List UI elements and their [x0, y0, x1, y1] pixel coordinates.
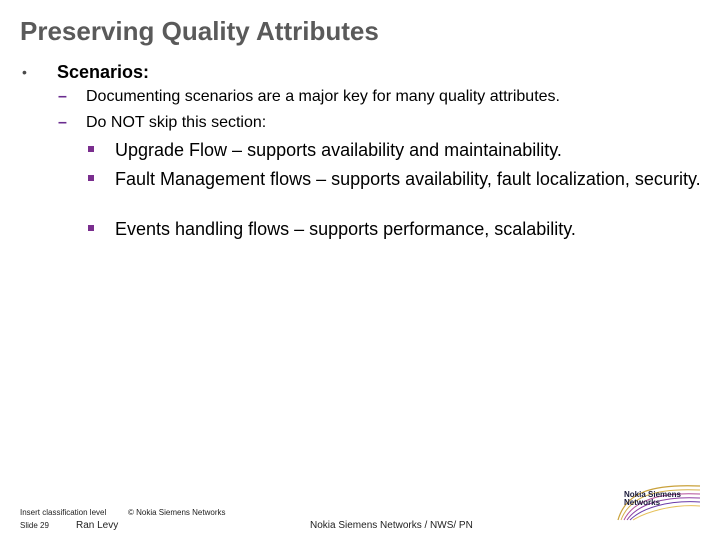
footer-author: Ran Levy	[76, 520, 119, 531]
footer-slide-number: Slide 29	[20, 521, 49, 530]
dash-marker: –	[58, 114, 67, 131]
sub-bullet-text: Do NOT skip this section:	[86, 114, 267, 131]
square-bullet-icon	[88, 146, 94, 152]
footer-center-text: Nokia Siemens Networks / NWS/ PN	[310, 520, 473, 531]
bullet-dot: •	[22, 64, 27, 80]
slide-title: Preserving Quality Attributes	[20, 16, 379, 46]
sub-bullet-text: Documenting scenarios are a major key for many quality attributes.	[86, 88, 560, 105]
item-text: Fault Management flows – supports availability, fault localization, security.	[115, 169, 701, 189]
bullet-scenarios-text: Scenarios:	[57, 62, 150, 82]
item-text: Upgrade Flow – supports availability and maintainability.	[115, 140, 562, 160]
dash-marker: –	[58, 88, 67, 105]
item-text: Events handling flows – supports performance, scalability.	[115, 219, 576, 239]
logo-line-2: Networks	[624, 498, 661, 507]
logo-line-1: Nokia Siemens	[624, 490, 681, 499]
footer-classification: Insert classification level	[20, 508, 107, 517]
square-bullet-icon	[88, 175, 94, 181]
logo-text	[624, 491, 681, 507]
square-bullet-icon	[88, 225, 94, 231]
footer-copyright: © Nokia Siemens Networks	[128, 508, 226, 517]
